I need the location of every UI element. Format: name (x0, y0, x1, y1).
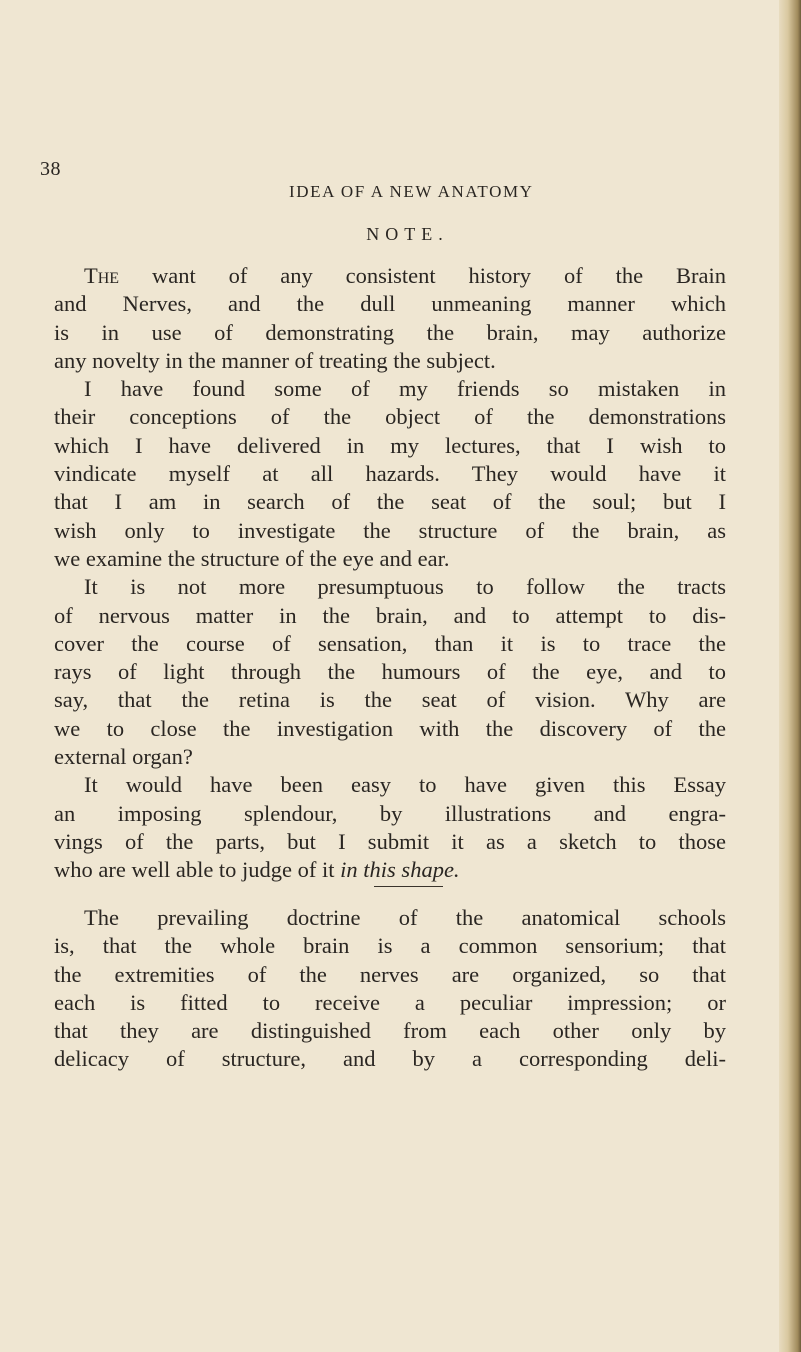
drop-word: The (84, 263, 120, 288)
text-line: any novelty in the manner of treating the subject. (54, 347, 496, 373)
paragraph-5 (54, 904, 726, 1074)
text-line: the extremities of the nerves are organized, so that (54, 961, 726, 987)
text-line: delicacy of structure, and by a corresponding deli- (54, 1046, 726, 1072)
text-line: each is fitted to receive a peculiar impression; or (54, 989, 726, 1015)
text-line: is, that the whole brain is a common sensorium; that (54, 933, 726, 959)
text-line: wish only to investigate the structure of the brain, as (54, 517, 726, 543)
text-line: rays of light through the humours of the eye, and to (54, 659, 726, 685)
text-line: we to close the investigation with the discovery of the (54, 715, 726, 741)
text-line: who are well able to judge of it in this shape. (54, 857, 460, 883)
text-line: cover the course of sensation, than it is to trace the (54, 630, 726, 656)
text-line: The want of any consistent history of the Brain (84, 263, 726, 288)
text-line: of nervous matter in the brain, and to attempt to dis- (54, 602, 726, 628)
text-line: that they are distinguished from each other only by (54, 1018, 726, 1044)
text-line: say, that the retina is the seat of vision. Why are (54, 687, 726, 713)
text-line: It is not more presumptuous to follow the tracts (84, 574, 726, 600)
text-line: vindicate myself at all hazards. They would have it (54, 461, 726, 487)
text-line: which I have delivered in my lectures, that I wish to (54, 432, 726, 458)
text-line: we examine the structure of the eye and ear. (54, 545, 450, 571)
page-edge-shadow (779, 0, 801, 1352)
text-line: their conceptions of the object of the demonstrations (54, 404, 726, 430)
text-line: and Nerves, and the dull unmeaning manner which (54, 291, 726, 317)
italic-phrase: in this shape. (340, 857, 460, 883)
text-line: It would have been easy to have given this Essay (84, 772, 726, 798)
running-head: IDEA OF A NEW ANATOMY (289, 182, 534, 201)
paragraph-1 (54, 262, 726, 885)
text-line: vings of the parts, but I submit it as a sketch to those (54, 828, 726, 854)
text-line: an imposing splendour, by illustrations and engra- (54, 800, 726, 826)
text-line: I have found some of my friends so mistaken in (84, 376, 726, 402)
text-line: is in use of demonstrating the brain, may authorize (54, 319, 726, 345)
page-number: 38 (40, 158, 61, 180)
text-line: external organ? (54, 744, 193, 770)
section-divider (374, 886, 443, 887)
text-line: The prevailing doctrine of the anatomical schools (84, 905, 726, 930)
note-heading: NOTE. (366, 224, 449, 244)
text-line: that I am in search of the seat of the soul; but I (54, 489, 726, 515)
